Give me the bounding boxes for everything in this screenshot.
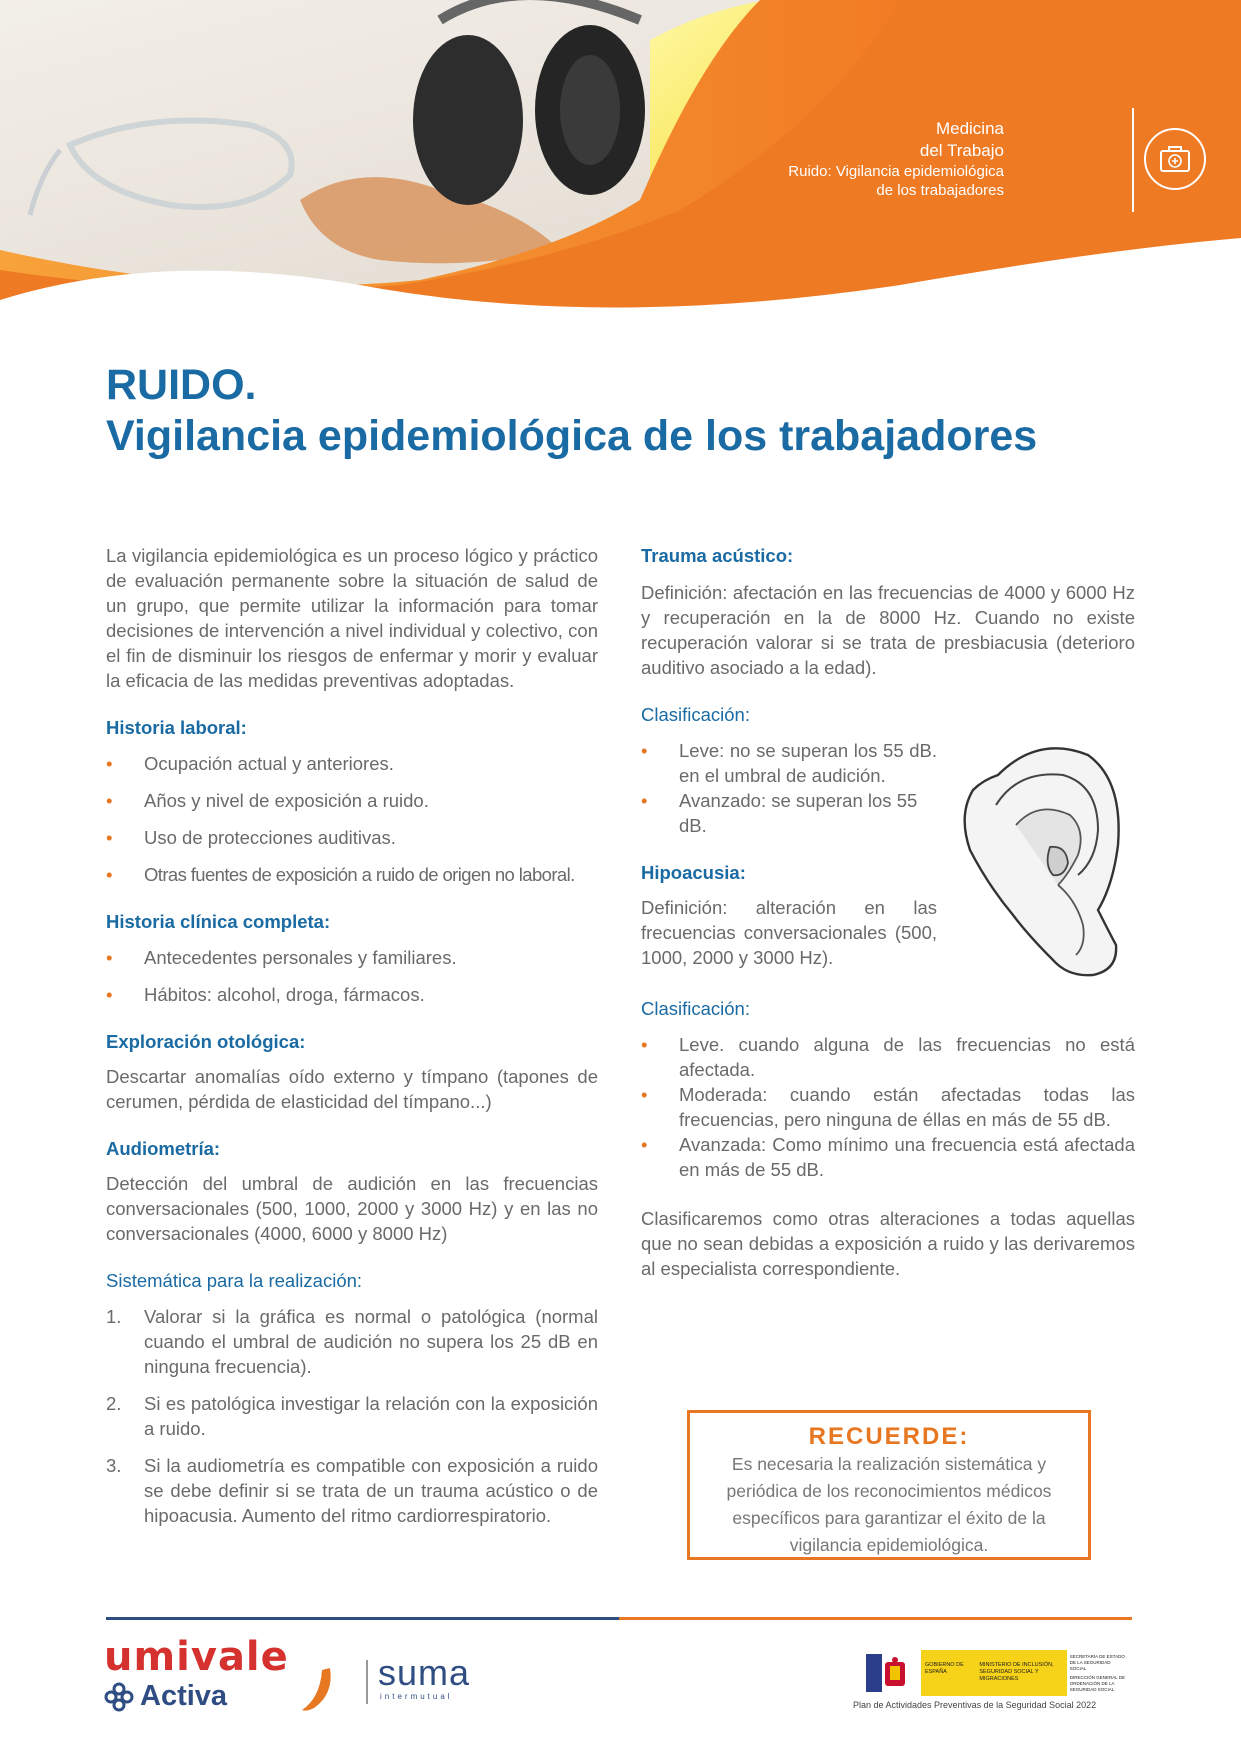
gov-secretaria-block bbox=[1067, 1650, 1131, 1696]
recuerde-text: Es necesaria la realización sistemática y periódica de los reconocimientos médicos específicos para garantizar el éxito de la vigilancia epidemiológica. bbox=[726, 1454, 1052, 1555]
audiometria-text: Detección del umbral de audición en las frecuencias conversacionales (500, 1000, 2000 y 3000 Hz) y en las no conversacionales (4000, 6000 y 8000 Hz) bbox=[106, 1173, 598, 1244]
left-column bbox=[106, 543, 598, 1528]
trauma-heading: Trauma acústico: bbox=[641, 545, 794, 566]
title-line-1: RUIDO. bbox=[106, 361, 257, 409]
footer-divider-orange bbox=[619, 1617, 1132, 1620]
activa-flower-icon bbox=[104, 1682, 134, 1712]
sistematica-list bbox=[106, 1304, 598, 1528]
title-line-2: Vigilancia epidemiológica de los trabajadores bbox=[106, 412, 1038, 460]
page-title bbox=[106, 360, 1037, 462]
list-text: Si es patológica investigar la relación con la exposición a ruido. bbox=[144, 1393, 598, 1439]
gov-spain-text: GOBIERNO DE ESPAÑA bbox=[924, 1662, 964, 1675]
list-item: • Años y nivel de exposición a ruido. bbox=[106, 788, 598, 813]
hipoacusia-classification-list bbox=[641, 1032, 1135, 1182]
list-item bbox=[106, 1304, 598, 1379]
umivale-wordmark: umivale bbox=[104, 1634, 289, 1680]
intro-paragraph: La vigilancia epidemiológica es un proceso lógico y práctico de evaluación permanente sobre la situación de salud de un grupo, que permite utilizar la información para tomar decisiones de intervención a nivel individual y colectivo, con el fin de disminuir los riesgos de enfermar y morir y evaluar la eficacia de las medidas preventivas adoptadas. bbox=[106, 545, 598, 691]
subtitle-line-1: Ruido: Vigilancia epidemiológica bbox=[788, 163, 1004, 180]
suma-wordmark: suma bbox=[378, 1652, 471, 1693]
activa-wordmark: Activa bbox=[140, 1680, 228, 1712]
umivale-logo bbox=[104, 1636, 334, 1716]
recuerde-title: RECUERDE: bbox=[808, 1423, 970, 1450]
hipoacusia-classification-heading: Clasificación: bbox=[641, 998, 750, 1019]
list-item bbox=[106, 1391, 598, 1441]
header-divider bbox=[1132, 108, 1134, 212]
plan-caption: Plan de Actividades Preventivas de la Seguridad Social 2022 bbox=[853, 1700, 1097, 1710]
gov-direccion-text: DIRECCIÓN GENERAL DE ORDENACIÓN DE LA SEGURIDAD SOCIAL bbox=[1069, 1675, 1126, 1692]
historia-clinica-list bbox=[106, 945, 598, 1007]
logo-divider bbox=[366, 1660, 368, 1704]
list-item: • Moderada: cuando están afectadas todas las frecuencias, pero ninguna de éllas en más de 55 dB. bbox=[641, 1082, 1135, 1132]
historia-clinica-heading: Historia clínica completa: bbox=[106, 911, 331, 932]
medical-kit-icon bbox=[1143, 127, 1207, 191]
trauma-definition: Definición: afectación en las frecuencias de 4000 y 6000 Hz y recuperación en la de 8000 Hz. Cuando no existe recuperación valorar si se trata de presbiacusia (deterioro auditivo asociado a la edad). bbox=[641, 582, 1135, 678]
gov-secretaria-text: SECRETARÍA DE ESTADO DE LA SEGURIDAD SOCIAL bbox=[1069, 1654, 1125, 1671]
header-banner bbox=[0, 0, 1241, 310]
list-number: 1. bbox=[106, 1306, 122, 1327]
suma-subtitle: intermutual bbox=[380, 1692, 453, 1701]
footer-divider-blue bbox=[106, 1617, 619, 1620]
gov-ministry-text: MINISTERIO DE INCLUSIÓN, SEGURIDAD SOCIAL Y MIGRACIONES bbox=[979, 1662, 1054, 1682]
sistematica-heading: Sistemática para la realización: bbox=[106, 1270, 363, 1291]
activa-row bbox=[104, 1680, 227, 1713]
list-item: • Antecedentes personales y familiares. bbox=[106, 945, 598, 970]
trauma-classification-heading: Clasificación: bbox=[641, 704, 750, 725]
closing-paragraph: Clasificaremos como otras alteraciones a todas aquellas que no sean debidas a exposición a ruido y las derivaremos al especialista correspondiente. bbox=[641, 1208, 1135, 1279]
recuerde-box bbox=[687, 1410, 1091, 1560]
list-text: Valorar si la gráfica es normal o patológica (normal cuando el umbral de audición no supera los 25 dB en ninguna frecuencia). bbox=[144, 1306, 598, 1377]
hipoacusia-heading: Hipoacusia: bbox=[641, 862, 746, 883]
suma-logo bbox=[378, 1654, 470, 1701]
list-number: 2. bbox=[106, 1393, 122, 1414]
list-item: • Avanzada: Como mínimo una frecuencia está afectada en más de 55 dB. bbox=[641, 1132, 1135, 1182]
list-text: Si la audiometría es compatible con exposición a ruido se debe definir si se trata de un trauma acústico o de hipoacusia. Aumento del ritmo cardiorrespiratorio. bbox=[144, 1455, 598, 1526]
umivale-swoosh-icon bbox=[300, 1664, 336, 1714]
list-item bbox=[106, 1453, 598, 1528]
ear-illustration bbox=[958, 735, 1128, 980]
list-item: • Hábitos: alcohol, droga, fármacos. bbox=[106, 982, 598, 1007]
hipoacusia-definition: Definición: alteración en las frecuencias conversacionales (500, 1000, 2000 y 3000 Hz). bbox=[641, 897, 937, 968]
spain-coat-of-arms-icon bbox=[882, 1656, 908, 1690]
list-item: • Avanzado: se superan los 55 dB. bbox=[641, 788, 937, 838]
list-item: • Ocupación actual y anteriores. bbox=[106, 751, 598, 776]
government-logo bbox=[853, 1650, 1131, 1696]
list-item: • Otras fuentes de exposición a ruido de origen no laboral. bbox=[106, 862, 598, 887]
audiometria-heading: Audiometría: bbox=[106, 1138, 221, 1159]
eu-flag-icon bbox=[866, 1654, 882, 1692]
trauma-classification-list bbox=[641, 738, 937, 838]
historia-laboral-list bbox=[106, 751, 598, 887]
header-category bbox=[704, 118, 1004, 200]
category-line-1: Medicina bbox=[935, 119, 1004, 138]
list-item: • Leve: no se superan los 55 dB. en el umbral de audición. bbox=[641, 738, 937, 788]
exploracion-heading: Exploración otológica: bbox=[106, 1031, 306, 1052]
exploracion-text: Descartar anomalías oído externo y tímpano (tapones de cerumen, pérdida de elasticidad del tímpano...) bbox=[106, 1066, 598, 1112]
historia-laboral-heading: Historia laboral: bbox=[106, 717, 247, 738]
category-line-2: del Trabajo bbox=[919, 141, 1004, 160]
subtitle-line-2: de los trabajadores bbox=[876, 182, 1004, 199]
list-item: • Leve. cuando alguna de las frecuencias no está afectada. bbox=[641, 1032, 1135, 1082]
list-number: 3. bbox=[106, 1455, 122, 1476]
list-item: • Uso de protecciones auditivas. bbox=[106, 825, 598, 850]
